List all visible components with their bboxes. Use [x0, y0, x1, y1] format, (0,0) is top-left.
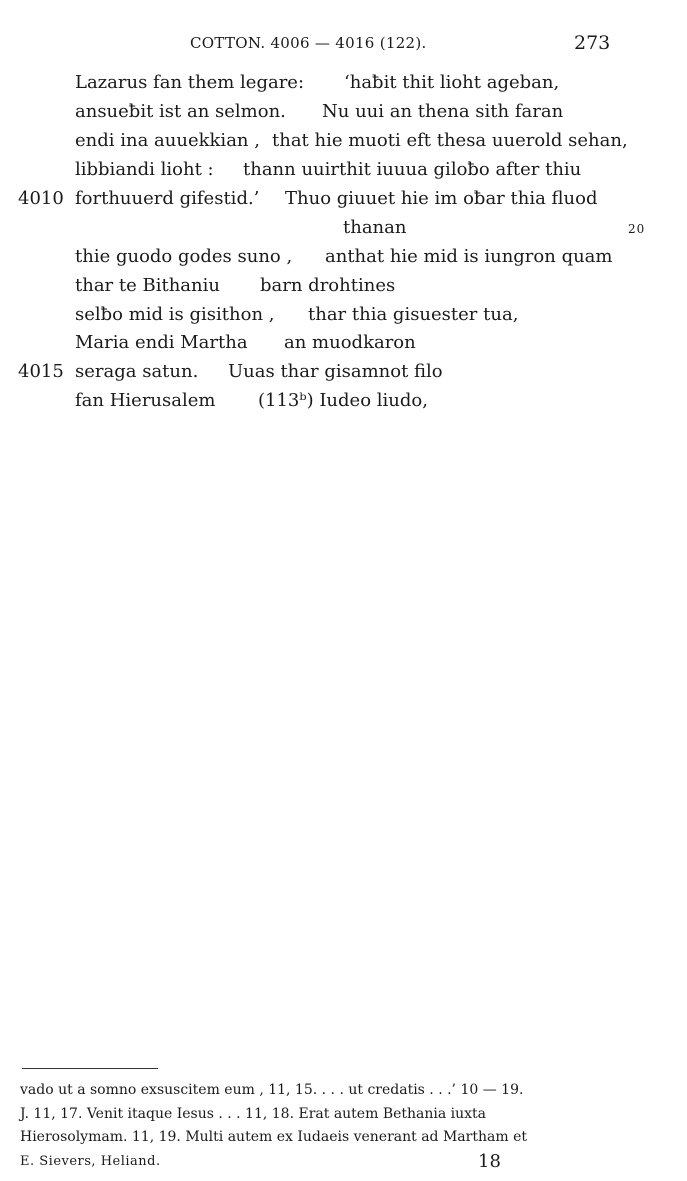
verse-line: seraga satun. Uuas thar gisamnot filo	[75, 361, 443, 382]
printer-signature: E. Sievers, Heliand.	[20, 1154, 161, 1169]
verse-line: forthuuerd gifestid.’ Thuo giuuet hie im oƀar thia fluod	[75, 188, 598, 209]
running-title: COTTON. 4006 — 4016 (122).	[190, 34, 427, 52]
verse-line: libbiandi lioht : thann uuirthit iuuua giloƀo after thiu	[75, 159, 582, 180]
footnote-line: Hierosolymam. 11, 19. Multi autem ex Iudaeis venerant ad Martham et	[20, 1129, 527, 1145]
verse-line: thar te Bithaniu barn drohtines	[75, 275, 396, 296]
footnote-line: J. 11, 17. Venit itaque Iesus . . . 11, 18. Erat autem Bethania iuxta	[20, 1106, 487, 1122]
verse-line: fan Hierusalem (113ᵇ) Iudeo liudo,	[75, 390, 428, 411]
footnote-rule	[22, 1068, 158, 1069]
footnote-line: vado ut a somno exsuscitem eum , 11, 15. . . . ut credatis . . .’ 10 — 19.	[20, 1082, 524, 1098]
verse-line: ansueƀit ist an selmon. Nu uui an thena sith faran	[75, 101, 564, 122]
verse-line: endi ina auuekkian , that hie muoti eft thesa uuerold sehan,	[75, 130, 628, 151]
running-header	[0, 32, 687, 56]
verse-line: Lazarus fan them legare: ‘haƀit thit lioht ageban,	[75, 72, 560, 93]
verse-line-continuation: thanan	[343, 217, 407, 238]
margin-note: 20	[628, 222, 646, 236]
line-number: 4015	[18, 361, 64, 382]
line-number: 4010	[18, 188, 64, 209]
verse-line: Maria endi Martha an muodkaron	[75, 332, 416, 353]
verse-line: thie guodo godes suno , anthat hie mid is iungron quam	[75, 246, 613, 267]
page-number: 273	[574, 32, 611, 54]
verse-line: selƀo mid is gisithon , thar thia gisuester tua,	[75, 304, 519, 325]
sheet-number: 18	[478, 1151, 501, 1172]
